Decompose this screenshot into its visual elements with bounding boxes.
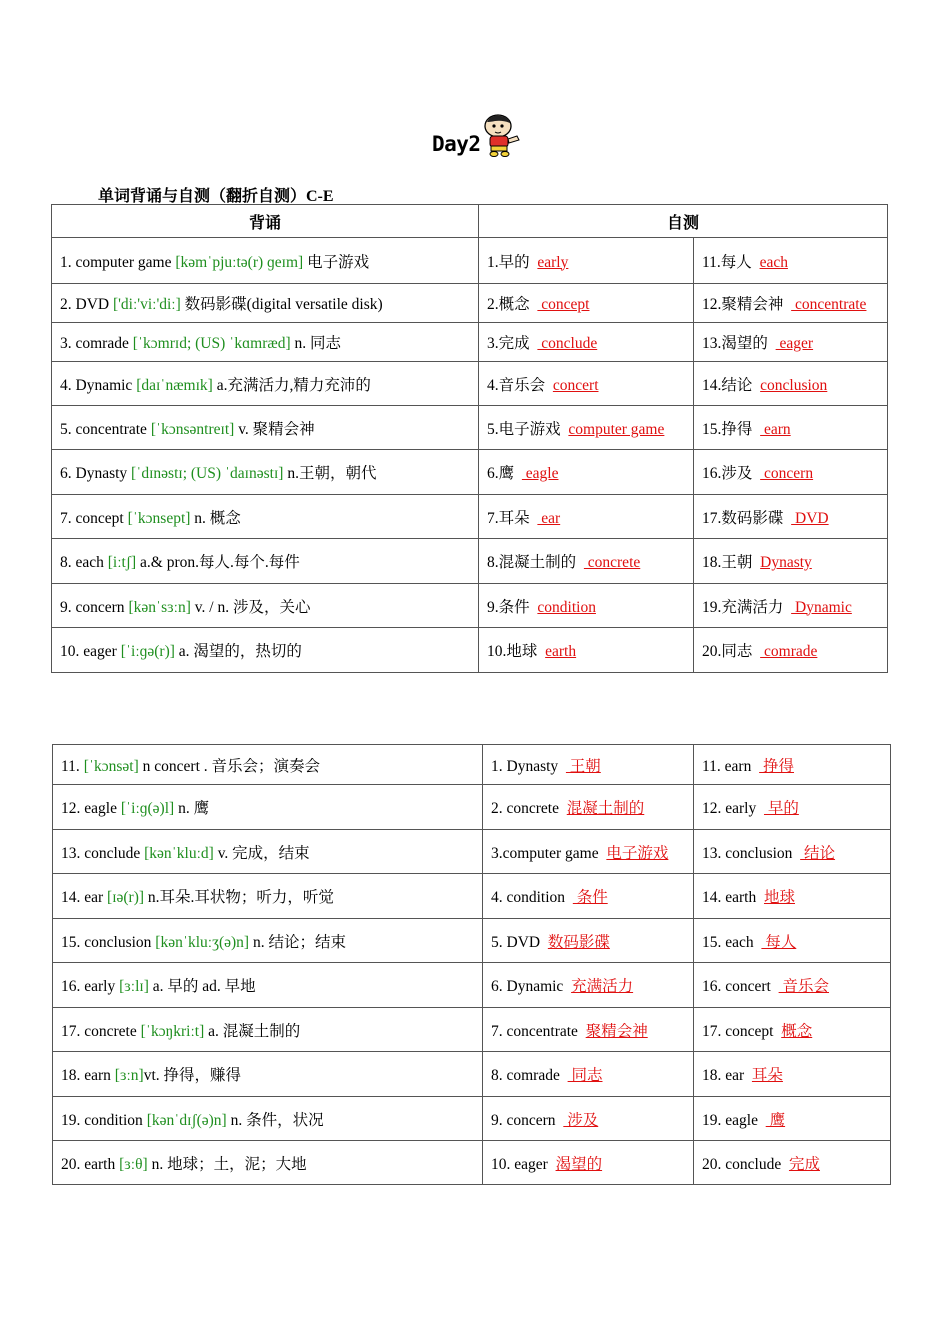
question-text: 16. concert [702, 978, 771, 995]
recite-cell [53, 919, 483, 963]
vocab-table-2 [52, 744, 891, 1185]
table-row [52, 539, 888, 584]
question-text: 17.数码影碟 [702, 509, 784, 527]
cartoon-boy-icon [481, 112, 523, 158]
meaning-text: n. 鹰 [174, 800, 210, 817]
selftest-cell [479, 362, 694, 406]
word-text: 9. concern [60, 598, 129, 616]
question-text: 3.computer game [491, 844, 599, 862]
selftest-cell [694, 323, 888, 362]
table-row [52, 628, 888, 673]
selftest-cell [694, 628, 888, 673]
selftest-cell [479, 450, 694, 495]
selftest-cell [479, 238, 694, 284]
word-text: 6. Dynasty [60, 465, 132, 482]
word-text: 8. each [60, 554, 108, 571]
table-row [53, 1141, 891, 1185]
selftest-cell [694, 284, 888, 323]
question-text: 20.同志 [702, 643, 753, 660]
table-row [52, 450, 888, 495]
answer-text: 音乐会 [778, 978, 829, 995]
answer-text: 耳朵 [751, 1067, 783, 1084]
question-text: 18.王朝 [702, 554, 753, 571]
table-row [52, 362, 888, 406]
answer-text: concert [552, 376, 599, 394]
answer-text: each [759, 253, 788, 271]
answer-text: 涉及 [563, 1111, 599, 1129]
word-text: 12. eagle [61, 800, 121, 817]
section-subtitle: 单词背诵与自测（翻折自测）C-E [98, 188, 334, 205]
question-text: 2.概念 [487, 296, 530, 313]
answer-text: earth [545, 643, 577, 660]
phonetic-text: [iːtʃ] [107, 554, 137, 571]
recite-cell [52, 406, 479, 450]
question-text: 7. concentrate [491, 1022, 578, 1040]
question-text: 14.结论 [702, 376, 753, 394]
phonetic-text: [ɜːn] [114, 1067, 144, 1084]
answer-text: eager [775, 335, 814, 352]
question-text: 9. concern [491, 1111, 556, 1129]
selftest-cell [483, 785, 694, 830]
phonetic-text: [ˈiːɡ(ə)l] [120, 800, 175, 817]
question-text: 7.耳朵 [487, 509, 530, 527]
selftest-cell [694, 238, 888, 284]
table-row [52, 584, 888, 628]
phonetic-text: [ɜːlɪ] [119, 978, 149, 995]
word-text: 7. concept [60, 509, 128, 527]
question-text: 1. Dynasty [491, 757, 559, 775]
meaning-text: n concert . 音乐会；演奏会 [138, 757, 321, 775]
question-text: 10.地球 [487, 643, 538, 660]
answer-text: conclusion [760, 376, 828, 394]
answer-text: condition [537, 598, 596, 616]
question-text: 14. earth [702, 889, 757, 906]
word-text: 13. conclude [61, 844, 145, 862]
question-text: 4. condition [491, 889, 566, 906]
word-text: 1. computer game [60, 253, 176, 271]
question-text: 15.挣得 [702, 420, 753, 438]
selftest-cell [479, 406, 694, 450]
selftest-cell [479, 495, 694, 539]
meaning-text: vt. 挣得，赚得 [143, 1067, 241, 1084]
phonetic-text: [ɪə(r)] [107, 889, 145, 906]
selftest-cell [483, 1097, 694, 1141]
title-area [0, 112, 950, 162]
phonetic-text: [ˈkɔnsəntreɪt] [150, 420, 235, 438]
meaning-text: v. / n. 涉及，关心 [190, 598, 311, 616]
header-recite: 背诵 [52, 205, 479, 238]
answer-text: 条件 [572, 889, 608, 906]
phonetic-text: [kəmˈpjuːtə(r) ɡeɪm] [175, 253, 304, 271]
recite-cell [53, 963, 483, 1008]
answer-text: 数码影碟 [547, 933, 610, 951]
phonetic-text: ['diː'viː'diː] [112, 296, 181, 313]
meaning-text: n.耳朵.耳状物；听力，听觉 [144, 889, 334, 906]
word-text: 14. ear [61, 889, 108, 906]
recite-cell [53, 874, 483, 919]
meaning-text: a. 混凝土制的 [204, 1022, 301, 1040]
answer-text: Dynamic [791, 598, 852, 616]
word-text: 18. earn [61, 1067, 115, 1084]
recite-cell [52, 539, 479, 584]
word-text: 11. [61, 757, 84, 775]
answer-text: 电子游戏 [606, 844, 669, 862]
word-text: 16. early [61, 978, 120, 995]
selftest-cell [479, 284, 694, 323]
word-text: 3. comrade [60, 335, 133, 352]
meaning-text: v. 聚精会神 [234, 420, 315, 438]
meaning-text: n. 概念 [190, 509, 241, 527]
vocab-table-1 [51, 204, 888, 673]
selftest-cell [694, 785, 891, 830]
word-text: 19. condition [61, 1111, 147, 1129]
table-row [52, 284, 888, 323]
answer-text: 聚精会神 [585, 1022, 648, 1040]
recite-cell [52, 323, 479, 362]
recite-cell [53, 830, 483, 874]
selftest-cell [479, 539, 694, 584]
question-text: 10. eager [491, 1155, 548, 1173]
answer-text: concern [760, 465, 814, 482]
selftest-cell [694, 874, 891, 919]
selftest-cell [694, 1008, 891, 1052]
answer-text: Dynasty [760, 554, 812, 571]
question-text: 12. early [702, 800, 757, 817]
answer-text: 地球 [763, 889, 795, 906]
meaning-text: a.& pron.每人.每个.每件 [136, 554, 300, 571]
recite-cell [52, 362, 479, 406]
answer-text: concentrate [791, 296, 867, 313]
question-text: 19. eagle [702, 1111, 758, 1129]
table-row [53, 1052, 891, 1097]
question-text: 11.每人 [702, 253, 752, 271]
selftest-cell [483, 830, 694, 874]
word-text: 10. eager [60, 643, 121, 660]
table-row [53, 963, 891, 1008]
meaning-text: a.充满活力,精力充沛的 [212, 376, 371, 394]
page-title: Day2 [432, 132, 481, 156]
question-text: 6.鹰 [487, 465, 515, 482]
answer-text: 早的 [763, 800, 799, 817]
answer-text: 王朝 [565, 757, 601, 775]
question-text: 8. comrade [491, 1067, 560, 1084]
selftest-cell [694, 919, 891, 963]
answer-text: concrete [583, 554, 641, 571]
selftest-cell [694, 963, 891, 1008]
recite-cell [52, 495, 479, 539]
selftest-cell [479, 628, 694, 673]
word-text: 5. concentrate [60, 420, 151, 438]
selftest-cell [694, 1097, 891, 1141]
word-text: 2. DVD [60, 296, 113, 313]
answer-text: early [537, 253, 569, 271]
answer-text: DVD [791, 509, 829, 527]
phonetic-text: [kənˈkluːʒ(ə)n] [155, 933, 250, 951]
question-text: 1.早的 [487, 253, 530, 271]
selftest-cell [694, 584, 888, 628]
answer-text: 概念 [781, 1022, 813, 1040]
meaning-text: 数码影碟(digital versatile disk) [180, 296, 383, 313]
meaning-text: a. 渴望的，热切的 [174, 643, 302, 660]
recite-cell [52, 238, 479, 284]
answer-text: conclude [537, 335, 598, 352]
table-row [52, 238, 888, 284]
meaning-text: n. 条件，状况 [226, 1111, 324, 1129]
recite-cell [52, 628, 479, 673]
question-text: 13. conclusion [702, 844, 793, 862]
selftest-cell [694, 1052, 891, 1097]
question-text: 16.涉及 [702, 465, 753, 482]
recite-cell [52, 284, 479, 323]
question-text: 8.混凝土制的 [487, 554, 577, 571]
question-text: 11. earn [702, 757, 752, 775]
phonetic-text: [kənˈkluːd] [144, 844, 214, 862]
selftest-cell [483, 919, 694, 963]
table-row [52, 323, 888, 362]
selftest-cell [694, 362, 888, 406]
selftest-cell [483, 1052, 694, 1097]
selftest-cell [479, 584, 694, 628]
table-row [53, 830, 891, 874]
answer-text: comrade [760, 643, 818, 660]
table-row [53, 919, 891, 963]
selftest-cell [694, 745, 891, 785]
question-text: 12.聚精会神 [702, 296, 784, 313]
recite-cell [53, 785, 483, 830]
recite-cell [52, 584, 479, 628]
answer-text: eagle [521, 465, 559, 482]
table-row [53, 1097, 891, 1141]
answer-text: computer game [568, 420, 665, 438]
word-text: 4. Dynamic [60, 376, 137, 394]
selftest-cell [694, 1141, 891, 1185]
meaning-text: 电子游戏 [303, 253, 370, 271]
selftest-cell [483, 745, 694, 785]
answer-text: 渴望的 [555, 1155, 603, 1173]
phonetic-text: [ˈiːɡə(r)] [120, 643, 175, 660]
table-row [53, 785, 891, 830]
table-row [52, 406, 888, 450]
meaning-text: n. 同志 [290, 335, 342, 352]
answer-text: earn [760, 420, 791, 438]
answer-text: concept [537, 296, 590, 313]
meaning-text: n. 结论；结束 [249, 933, 346, 951]
question-text: 4.音乐会 [487, 376, 546, 394]
question-text: 17. concept [702, 1022, 774, 1040]
meaning-text: n.王朝，朝代 [283, 465, 377, 482]
selftest-cell [479, 323, 694, 362]
recite-cell [53, 1141, 483, 1185]
question-text: 13.渴望的 [702, 335, 768, 352]
recite-cell [52, 450, 479, 495]
selftest-cell [694, 450, 888, 495]
phonetic-text: [ˈkɔŋkriːt] [140, 1022, 205, 1040]
table-row [53, 1008, 891, 1052]
answer-text: 同志 [567, 1067, 603, 1084]
phonetic-text: [daɪˈnæmɪk] [136, 376, 213, 394]
table-row [53, 745, 891, 785]
question-text: 15. each [702, 933, 754, 951]
answer-text: ear [537, 509, 561, 527]
answer-text: 每人 [761, 933, 797, 951]
recite-cell [53, 1008, 483, 1052]
meaning-text: v. 完成，结束 [213, 844, 310, 862]
table-row [53, 874, 891, 919]
answer-text: 充满活力 [571, 978, 634, 995]
recite-cell [53, 1052, 483, 1097]
selftest-cell [483, 874, 694, 919]
question-text: 18. ear [702, 1067, 745, 1084]
question-text: 5. DVD [491, 933, 541, 951]
word-text: 20. earth [61, 1155, 120, 1173]
answer-text: 挣得 [759, 757, 794, 775]
phonetic-text: [ˈkɔnsept] [127, 509, 191, 527]
phonetic-text: [kənˈdɪʃ(ə)n] [146, 1111, 227, 1129]
selftest-cell [694, 830, 891, 874]
recite-cell [53, 1097, 483, 1141]
selftest-cell [694, 406, 888, 450]
phonetic-text: [ˈdɪnəstɪ; (US) ˈdaɪnəstɪ] [131, 465, 284, 482]
meaning-text: a. 早的 ad. 早地 [148, 978, 256, 995]
phonetic-text: [ɜːθ] [119, 1155, 148, 1173]
question-text: 6. Dynamic [491, 978, 564, 995]
question-text: 2. concrete [491, 800, 559, 817]
phonetic-text: [ˈkɔnsət] [83, 757, 139, 775]
table-row [52, 495, 888, 539]
question-text: 20. conclude [702, 1155, 782, 1173]
meaning-text: n. 地球；土，泥；大地 [147, 1155, 307, 1173]
question-text: 3.完成 [487, 335, 530, 352]
answer-text: 鹰 [765, 1111, 786, 1129]
selftest-cell [483, 1141, 694, 1185]
question-text: 9.条件 [487, 598, 530, 616]
question-text: 5.电子游戏 [487, 420, 561, 438]
word-text: 17. concrete [61, 1022, 141, 1040]
answer-text: 结论 [800, 844, 836, 862]
question-text: 19.充满活力 [702, 598, 784, 616]
header-selftest: 自测 [479, 205, 888, 238]
selftest-cell [694, 539, 888, 584]
answer-text: 混凝土制的 [566, 800, 645, 817]
phonetic-text: [kənˈsɜːn] [128, 598, 191, 616]
word-text: 15. conclusion [61, 933, 156, 951]
recite-cell [53, 745, 483, 785]
selftest-cell [483, 963, 694, 1008]
selftest-cell [694, 495, 888, 539]
answer-text: 完成 [788, 1155, 820, 1173]
phonetic-text: [ˈkɔmrɪd; (US) ˈkɑmræd] [132, 335, 291, 352]
selftest-cell [483, 1008, 694, 1052]
